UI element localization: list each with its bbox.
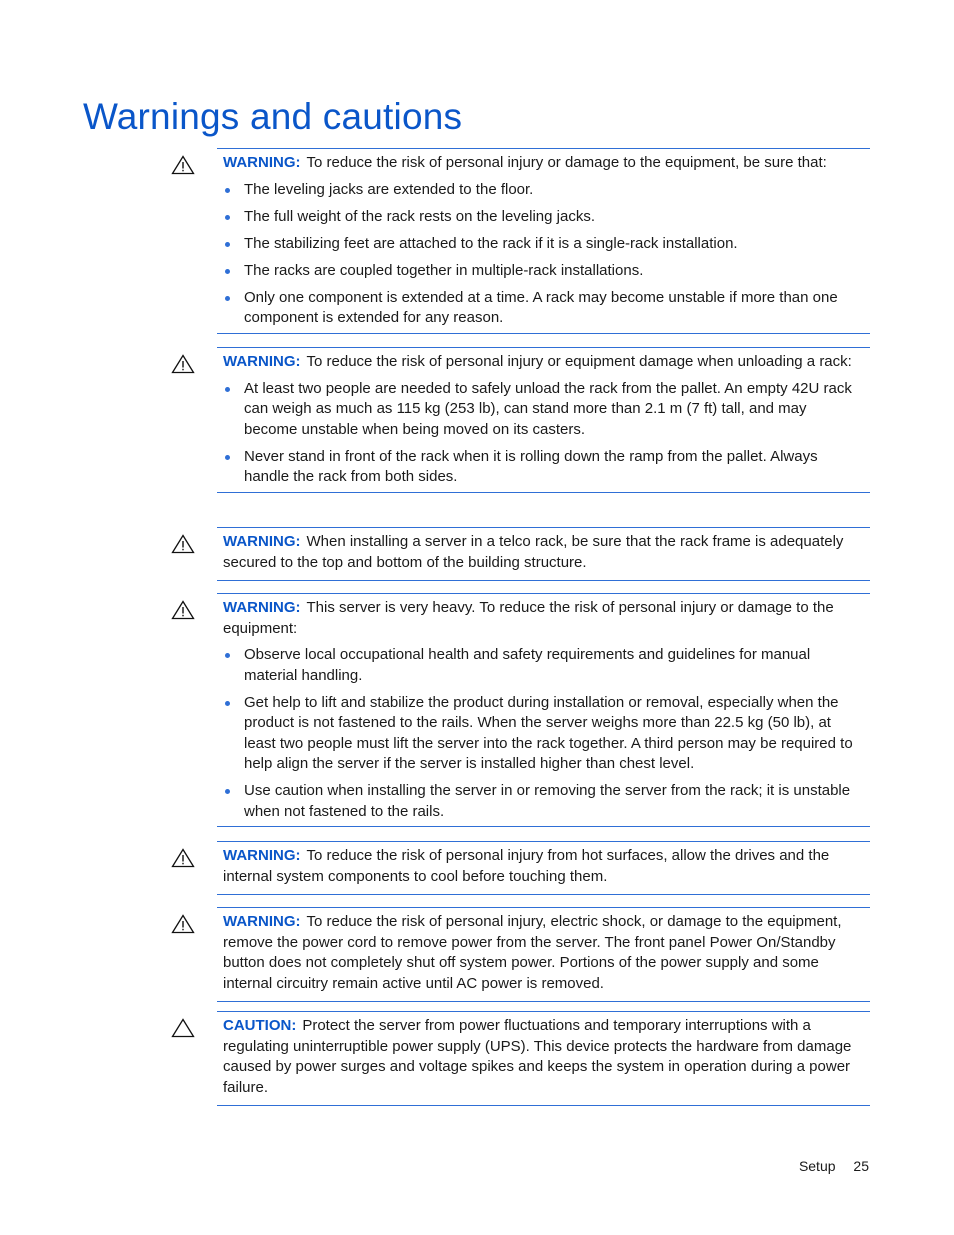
bullet-icon [225,269,230,274]
notice-bullet-list [223,180,864,329]
notice-bullet-list [223,379,864,488]
list-item-text: Observe local occupational health and safety requirements and guidelines for manual material handling. [244,646,811,684]
list-item [223,180,864,201]
notice-lead [223,352,864,373]
bullet-icon [225,789,230,794]
footer-section: Setup [798,1158,836,1174]
notice-label: WARNING: [223,847,301,864]
notice-text: To reduce the risk of personal injury or damage to the equipment, be sure that: [306,154,827,171]
list-item-text: The racks are coupled together in multiple-rack installations. [244,261,644,279]
notice-label: CAUTION: [223,1017,297,1034]
notice-text: To reduce the risk of personal injury from hot surfaces, allow the drives and the internal system components to cool before touching them. [223,847,830,885]
list-item [223,207,864,228]
bullet-icon [225,188,230,193]
list-item [223,447,864,488]
warning-notice [217,593,870,827]
list-item-text: Only one component is extended at a time. A rack may become unstable if more than one component is extended for any reason. [244,288,838,326]
warning-triangle-icon [171,354,195,374]
warning-notice [217,907,870,1002]
notice-label: WARNING: [223,599,301,616]
warning-triangle-icon [171,914,195,934]
warning-triangle-icon [171,600,195,620]
warning-notice [217,841,870,895]
notice-lead [223,532,864,573]
warning-triangle-icon [171,534,195,554]
list-item-text: The stabilizing feet are attached to the rack if it is a single-rack installation. [244,234,738,252]
warning-notice [217,527,870,581]
warning-notice [217,347,870,493]
bullet-icon [225,455,230,460]
notice-lead [223,598,864,639]
list-item-text: The leveling jacks are extended to the floor. [244,180,534,198]
list-item [223,261,864,282]
list-item [223,379,864,441]
bullet-icon [225,242,230,247]
notice-text: This server is very heavy. To reduce the risk of personal injury or damage to the equipment: [223,599,834,637]
warning-triangle-icon [171,848,195,868]
notice-lead [223,153,864,174]
bullet-icon [225,387,230,392]
list-item-text: Use caution when installing the server in or removing the server from the rack; it is unstable when not fastened to the rails. [244,782,851,820]
list-item [223,288,864,329]
warning-triangle-icon [171,155,195,175]
notice-text: To reduce the risk of personal injury or equipment damage when unloading a rack: [306,353,852,370]
notice-label: WARNING: [223,353,301,370]
list-item [223,693,864,775]
list-item-text: At least two people are needed to safely unload the rack from the pallet. An empty 42U rack can weigh as much as 115 kg (253 lb), can stand more than 2.1 m (7 ft) tall, and may become unstable when being moved on its casters. [244,379,852,438]
notice-label: WARNING: [223,154,301,171]
list-item [223,645,864,686]
bullet-icon [225,701,230,706]
footer-page-number: 25 [853,1158,869,1174]
list-item-text: The full weight of the rack rests on the leveling jacks. [244,207,596,225]
notice-label: WARNING: [223,913,301,930]
caution-notice [217,1011,870,1106]
notice-bullet-list [223,645,864,822]
notice-lead [223,846,864,887]
bullet-icon [225,215,230,220]
list-item [223,781,864,822]
list-item [223,234,864,255]
notice-text: To reduce the risk of personal injury, electric shock, or damage to the equipment, remove the power cord to remove power from the server. The front panel Power On/Standby button does not completely shut off system power. Portions of the power supply and some internal circuitry remain active until AC power is removed. [223,913,842,992]
caution-triangle-icon [171,1018,195,1038]
list-item-text: Get help to lift and stabilize the product during installation or removal, especially when the product is not fastened to the rails. When the server weighs more than 22.5 kg (50 lb), at least two people must lift the server into the rack together. A third person may be required to help align the server if the server is installed higher than chest level. [244,693,853,772]
page-footer [799,1158,869,1174]
notice-text: When installing a server in a telco rack, be sure that the rack frame is adequately secured to the top and bottom of the building structure. [223,533,844,571]
warning-notice [217,148,870,334]
bullet-icon [225,296,230,301]
notice-lead [223,912,864,994]
notice-text: Protect the server from power fluctuations and temporary interruptions with a regulating uninterruptible power supply (UPS). This device protects the hardware from damage caused by power surges and voltage spikes and keeps the system in operation during a power failure. [223,1017,852,1096]
notice-label: WARNING: [223,533,301,550]
page-title: Warnings and cautions [83,96,463,137]
bullet-icon [225,653,230,658]
list-item-text: Never stand in front of the rack when it is rolling down the ramp from the pallet. Always handle the rack from both sides. [244,447,818,485]
notice-lead [223,1016,864,1098]
